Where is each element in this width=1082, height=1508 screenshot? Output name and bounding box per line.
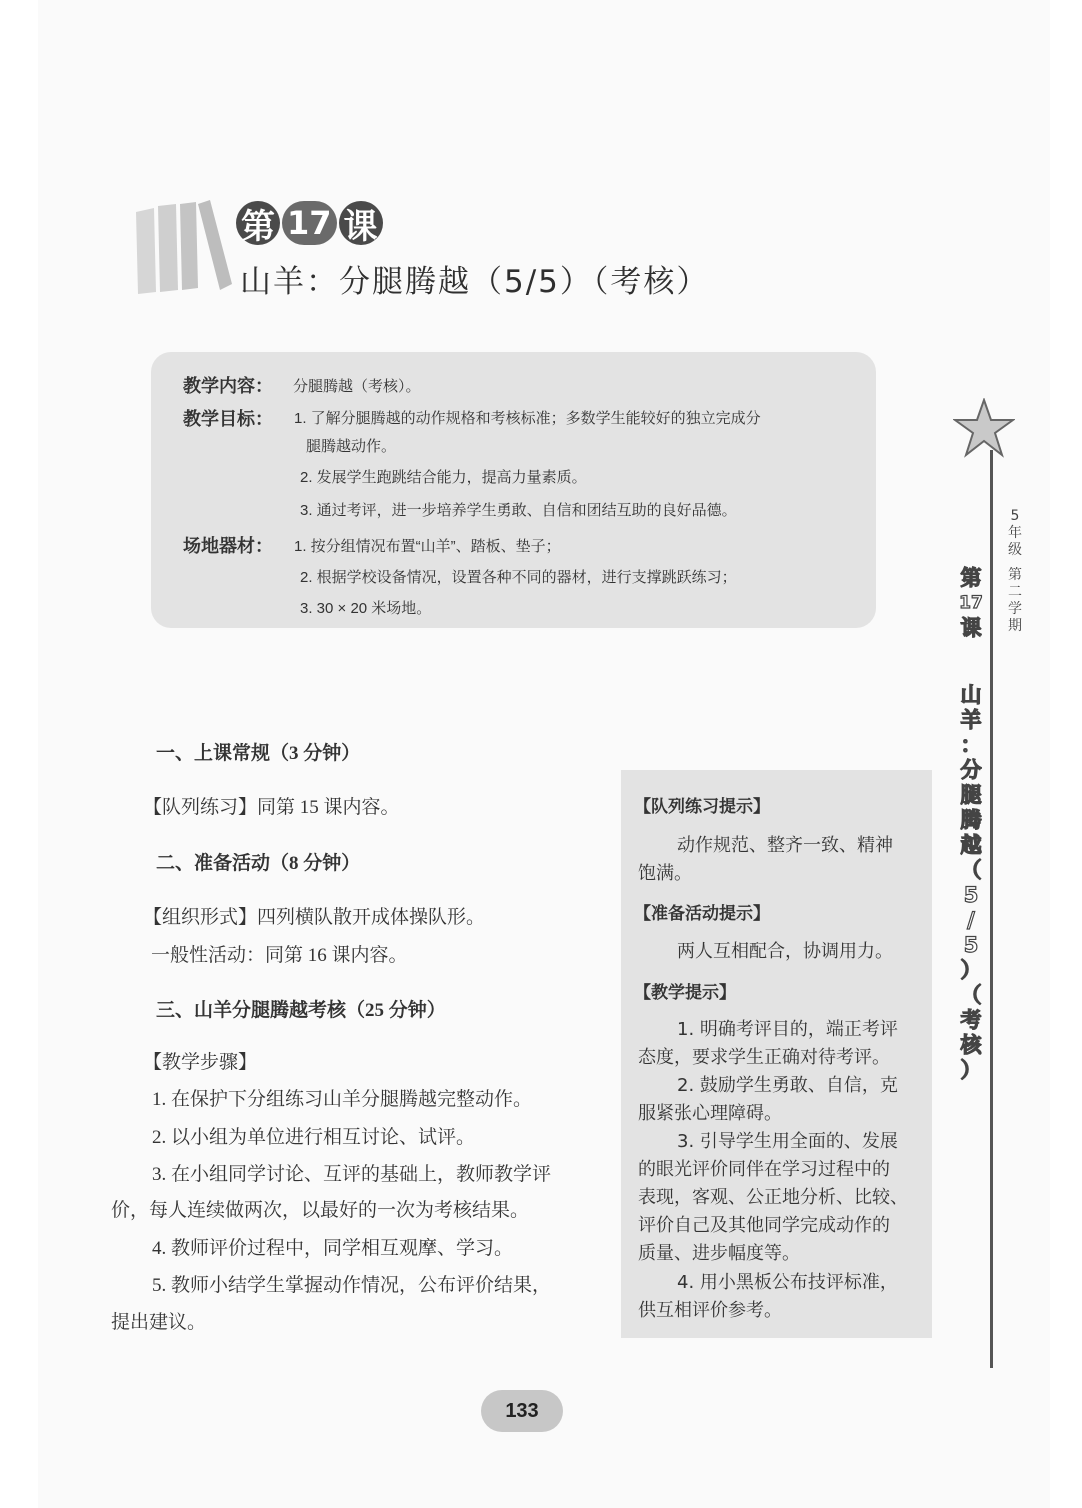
section-1-heading: 一、上课常规（3 分钟） bbox=[156, 743, 361, 764]
content-text: 分腿腾越（考核）。 bbox=[293, 378, 421, 395]
tip-line: 饱满。 bbox=[638, 863, 692, 884]
tip-heading-teaching: 【教学提示】 bbox=[634, 983, 736, 1003]
venue-line: 1. 按分组情况布置“山羊”、踏板、垫子； bbox=[294, 538, 561, 555]
tip-line: 两人互相配合，协调用力。 bbox=[677, 941, 893, 962]
section-2-line: 一般性活动：同第 16 课内容。 bbox=[151, 945, 408, 966]
tip-line: 服紧张心理障碍。 bbox=[638, 1103, 782, 1124]
tip-heading-drill: 【队列练习提示】 bbox=[634, 797, 770, 817]
section-2-heading: 二、准备活动（8 分钟） bbox=[156, 853, 361, 874]
tip-line: 评价自己及其他同学完成动作的 bbox=[638, 1215, 890, 1236]
tip-line: 态度，要求学生正确对待考评。 bbox=[638, 1047, 890, 1068]
books-icon bbox=[132, 200, 232, 295]
section-3-heading: 三、山羊分腿腾越考核（25 分钟） bbox=[156, 1000, 446, 1021]
content-label: 教学内容： bbox=[183, 376, 273, 397]
sidebar-lesson-title: 第 17 课 山 羊 ： 分 腿 腾 越 （ 5 / 5 ） （ 考 核 ） bbox=[959, 566, 983, 1082]
section-3-line: 【教学步骤】 bbox=[143, 1052, 258, 1073]
venue-label: 场地器材： bbox=[183, 536, 273, 557]
goal-line: 腿腾越动作。 bbox=[306, 438, 397, 455]
section-3-line: 价，每人连续做两次，以最好的一次为考核结果。 bbox=[111, 1200, 530, 1221]
section-3-line: 1. 在保护下分组练习山羊分腿腾越完整动作。 bbox=[152, 1089, 533, 1110]
tip-line: 质量、进步幅度等。 bbox=[638, 1243, 800, 1264]
section-1-line: 【队列练习】同第 15 课内容。 bbox=[143, 797, 400, 818]
section-3-line: 5. 教师小结学生掌握动作情况，公布评价结果， bbox=[152, 1275, 552, 1296]
section-2-line: 【组织形式】四列横队散开成体操队形。 bbox=[143, 907, 486, 928]
sidebar-grade: 5 年 级 第 二 学 期 bbox=[1008, 508, 1022, 634]
lesson-word-1: 第 bbox=[236, 201, 280, 245]
lesson-title: 山羊：分腿腾越（5/5）（考核） bbox=[240, 264, 710, 300]
tip-line: 供互相评价参考。 bbox=[638, 1300, 782, 1321]
section-3-line: 2. 以小组为单位进行相互讨论、试评。 bbox=[152, 1127, 476, 1148]
tip-line: 动作规范、整齐一致、精神 bbox=[677, 835, 893, 856]
page-number: 133 bbox=[481, 1390, 563, 1432]
tip-line: 1. 明确考评目的，端正考评 bbox=[677, 1019, 898, 1040]
section-3-line: 提出建议。 bbox=[111, 1312, 207, 1333]
tip-line: 3. 引导学生用全面的、发展 bbox=[677, 1131, 898, 1152]
star-icon bbox=[953, 398, 1015, 458]
sidebar-divider bbox=[990, 450, 993, 1368]
section-3-line: 4. 教师评价过程中，同学相互观摩、学习。 bbox=[152, 1238, 514, 1259]
venue-line: 3. 30 × 20 米场地。 bbox=[300, 600, 432, 617]
goal-line: 2. 发展学生跑跳结合能力，提高力量素质。 bbox=[300, 469, 587, 486]
section-3-line: 3. 在小组同学讨论、互评的基础上，教师教学评 bbox=[152, 1164, 552, 1185]
lesson-number: 17 bbox=[282, 201, 337, 245]
lesson-word-2: 课 bbox=[339, 201, 383, 245]
lesson-number-badge bbox=[236, 200, 385, 246]
tip-line: 表现，客观、公正地分析、比较、 bbox=[638, 1187, 908, 1208]
goals-label: 教学目标： bbox=[183, 409, 273, 430]
tip-line: 2. 鼓励学生勇敢、自信，克 bbox=[677, 1075, 898, 1096]
tip-heading-warmup: 【准备活动提示】 bbox=[634, 904, 770, 924]
venue-line: 2. 根据学校设备情况，设置各种不同的器材，进行支撑跳跃练习； bbox=[300, 569, 737, 586]
tip-line: 4. 用小黑板公布技评标准， bbox=[677, 1272, 898, 1293]
tip-line: 的眼光评价同伴在学习过程中的 bbox=[638, 1159, 890, 1180]
goal-line: 3. 通过考评，进一步培养学生勇敢、自信和团结互助的良好品德。 bbox=[300, 502, 737, 519]
goal-line: 1. 了解分腿腾越的动作规格和考核标准；多数学生能较好的独立完成分 bbox=[294, 410, 761, 427]
